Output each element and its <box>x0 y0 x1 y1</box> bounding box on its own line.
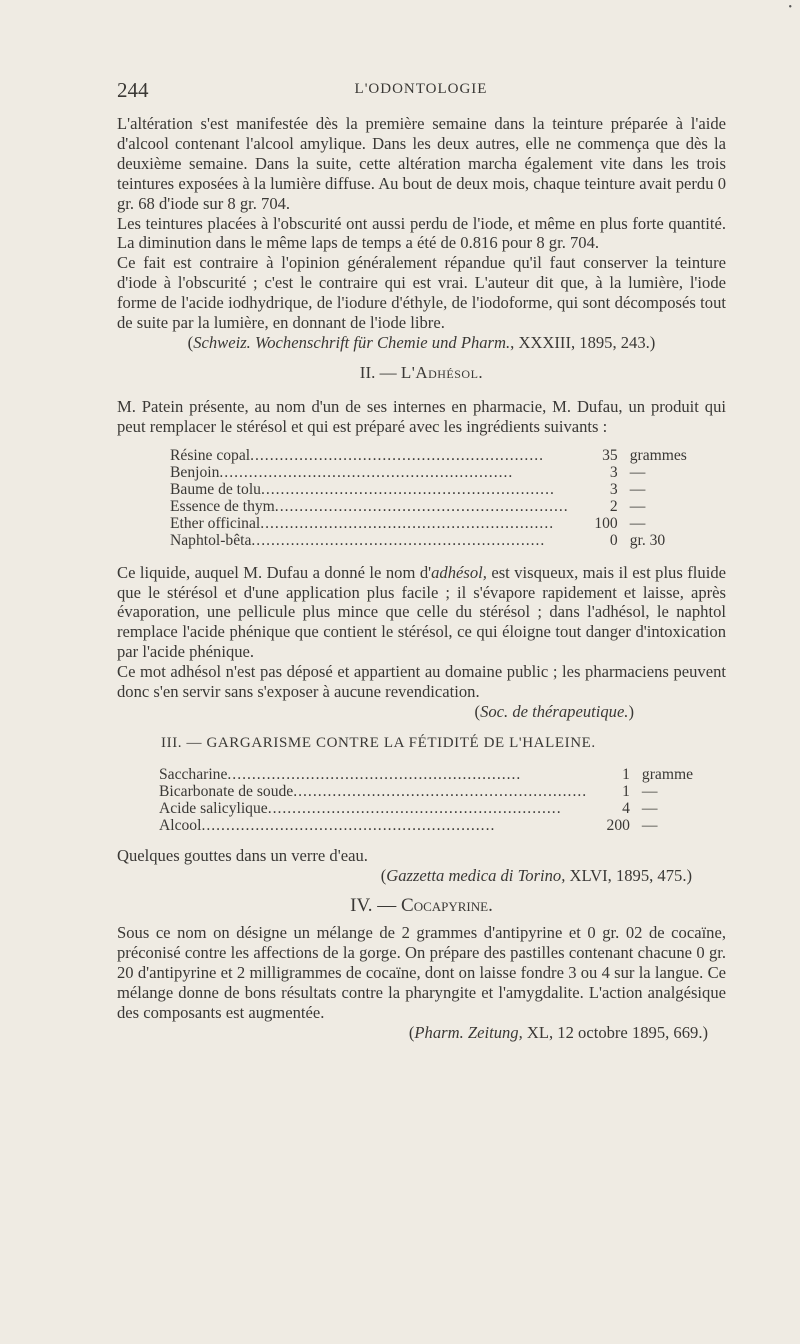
ingredient-unit: grammes <box>629 446 687 464</box>
paragraph: Quelques gouttes dans un verre d'eau. <box>117 845 368 865</box>
ingredient-name: Acide salicylique............................................................ <box>159 799 562 817</box>
ingredient-name: Baume de tolu............................................................ <box>170 480 555 498</box>
paragraph: Les teintures placées à l'obscurité ont aussi perdu de l'iode, et même en plus forte quantité. La diminution dans le même laps de temps a été de 0.816 pour 8 gr. 704. <box>117 213 726 253</box>
ingredient-quantity: 1 <box>622 782 630 800</box>
ingredient-quantity: 1 <box>622 765 630 783</box>
ingredient-quantity: 35 <box>602 446 618 464</box>
ingredient-name: Résine copal............................................................ <box>170 446 545 464</box>
ingredient-quantity: 2 <box>609 497 618 515</box>
paragraph: M. Patein présente, au nom d'un de ses internes en pharmacie, M. Dufau, un produit qui peut remplacer le stérésol et qui est préparé avec les ingrédients suivants : <box>117 396 726 436</box>
recipe-row <box>170 515 726 532</box>
section-heading-adhesol: II. — L'Adhésol. <box>359 362 484 382</box>
ingredient-name: Naphtol-bêta............................................................ <box>170 531 546 549</box>
ingredient-name: Alcool............................................................ <box>159 816 496 834</box>
reference-citation: (Pharm. Zeitung, XL, 12 octobre 1895, 669.) <box>408 1023 708 1042</box>
recipe-row <box>170 532 726 549</box>
ingredient-quantity: 100 <box>594 514 618 532</box>
ingredient-unit: — <box>629 463 646 481</box>
recipe-row <box>159 817 726 834</box>
ingredient-quantity: 3 <box>609 480 618 498</box>
recipe-row <box>170 447 726 464</box>
ingredient-unit: — <box>641 782 658 800</box>
ingredient-unit: gr. 30 <box>629 531 666 549</box>
reference-citation: (Soc. de thérapeutique.) <box>474 701 634 721</box>
section-heading-cocapyrine: IV. — Cocapyrine. <box>350 894 493 916</box>
paragraph: Sous ce nom on désigne un mélange de 2 grammes d'antipyrine et 0 gr. 02 de cocaïne, préconisé contre les affections de la gorge. On prépare des pastilles contenant chacune 0 gr. 20 d'antipyrine et 2 milligrammes de cocaïne, dont on laisse fondre 3 ou 4 sur la langue. Ce mélange donne de bons résultats contre la pharyngite et l'amygdalite. L'action analgésique des composants est augmentée. <box>117 923 726 1023</box>
ingredient-unit: gramme <box>641 765 693 783</box>
recipe-row <box>159 783 726 800</box>
recipe-row <box>159 766 726 783</box>
ingredient-quantity: 200 <box>606 816 630 834</box>
ingredient-unit: — <box>629 497 646 515</box>
ingredient-unit: — <box>641 799 658 817</box>
reference-citation: (Schweiz. Wochenschrift für Chemie und Pharm., XXXIII, 1895, 243.) <box>187 332 656 352</box>
ingredient-quantity: 3 <box>609 463 618 481</box>
ingredient-name: Bicarbonate de soude............................................................ <box>159 782 588 800</box>
ingredient-name: Essence de thym............................................................ <box>170 497 569 515</box>
ingredient-unit: — <box>629 514 646 532</box>
section-heading-gargarisme: III. — GARGARISME CONTRE LA FÉTIDITÉ DE L'HALEINE. <box>161 734 596 751</box>
recipe-row <box>170 464 726 481</box>
page-number: 244 <box>117 78 149 102</box>
recipe-table-gargarisme <box>159 766 726 834</box>
ingredient-name: Ether officinal............................................................ <box>170 514 555 532</box>
page-header <box>117 78 725 102</box>
recipe-table-adhesol <box>170 447 726 549</box>
ingredient-name: Benjoin............................................................ <box>170 463 514 481</box>
ingredient-unit: — <box>629 480 646 498</box>
reference-citation: (Gazzetta medica di Torino, XLVI, 1895, 475.) <box>380 865 692 885</box>
paragraph: Ce mot adhésol n'est pas déposé et appartient au domaine public ; les pharmaciens peuvent donc s'en servir sans s'exposer à aucune revendication. <box>117 662 726 702</box>
ingredient-unit: — <box>641 816 658 834</box>
ingredient-quantity: 0 <box>609 531 618 549</box>
recipe-row <box>170 481 726 498</box>
recipe-row <box>170 498 726 515</box>
ingredient-quantity: 4 <box>622 799 630 817</box>
paragraph: L'altération s'est manifestée dès la première semaine dans la teinture préparée à l'aide d'alcool contenant l'alcool amylique. Dans les deux autres, elle ne commença que dès la deuxième semaine. Dans la suite, cette altération marcha également vite dans les trois teintures exposées à la lumière diffuse. Au bout de deux mois, chaque teinture avait perdu 0 gr. 68 d'iode sur 8 gr. 704. <box>117 114 726 213</box>
ingredient-name: Saccharine............................................................ <box>159 765 522 783</box>
running-title: L'ODONTOLOGIE <box>354 81 488 97</box>
recipe-row <box>159 800 726 817</box>
paragraph: Ce fait est contraire à l'opinion généralement répandue qu'il faut conserver la teinture d'iode à l'obscurité ; c'est le contraire qui est vrai. L'auteur dit que, à la lumière, l'iode forme de l'acide iodhydrique, de l'iodure d'éthyle, de l'iodoforme, qui sont décomposés tout de suite par la lumière, en donnant de l'iode libre. <box>117 253 726 333</box>
paragraph: Ce liquide, auquel M. Dufau a donné le nom d'adhésol, est visqueux, mais il est plus fluide que le stérésol et d'une application plus facile ; il s'évapore rapidement et laisse, après évaporation, une pellicule plus mince que celle du stérésol ; dans l'adhésol, le naphtol remplace l'acide phénique que contient le stérésol, ce qui éloigne tout danger d'intoxication par l'acide phénique. <box>117 562 726 662</box>
corner-mark: • <box>788 2 792 13</box>
article-body <box>117 114 726 1043</box>
